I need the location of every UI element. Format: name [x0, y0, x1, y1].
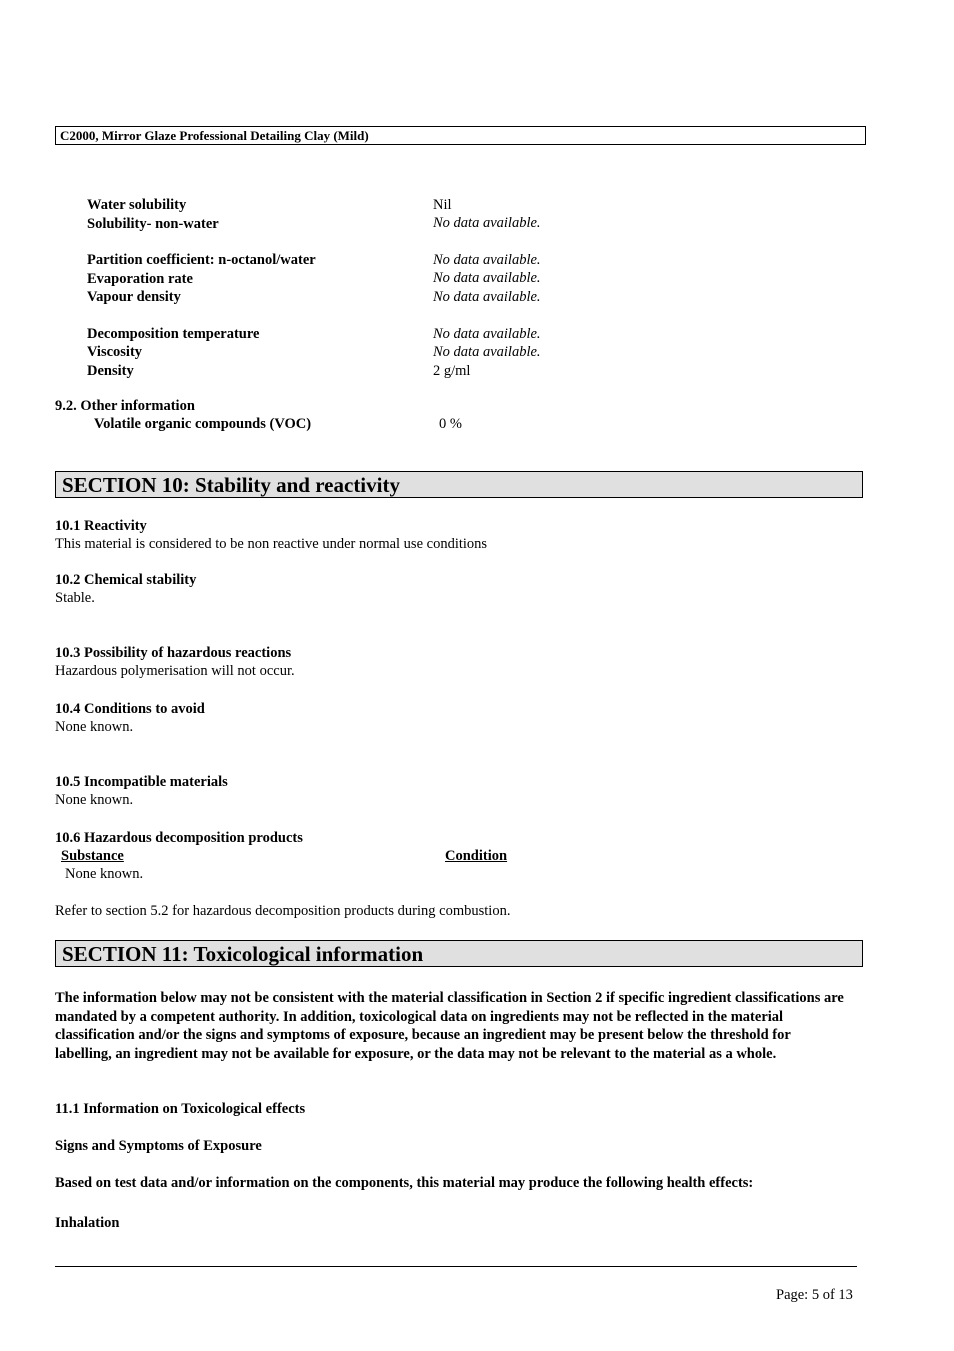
condition-column-header: Condition [445, 848, 508, 864]
section-11-title: SECTION 11: Toxicological information [62, 942, 424, 966]
property-label: Water solubility [87, 197, 187, 213]
decomposition-products-heading: 10.6 Hazardous decomposition products [55, 830, 303, 846]
voc-label: Volatile organic compounds (VOC) [94, 416, 312, 432]
property-label: Evaporation rate [87, 271, 193, 287]
property-value: Nil [433, 197, 452, 213]
inhalation-heading: Inhalation [55, 1215, 120, 1231]
reactivity-heading: 10.1 Reactivity [55, 518, 147, 534]
voc-value: 0 % [439, 416, 462, 432]
page-number: Page: 5 of 13 [776, 1287, 853, 1303]
property-label: Density [87, 363, 134, 379]
conditions-to-avoid-heading: 10.4 Conditions to avoid [55, 701, 205, 717]
other-info-heading: 9.2. Other information [55, 398, 195, 414]
hazardous-reactions-heading: 10.3 Possibility of hazardous reactions [55, 645, 292, 661]
substance-column-header: Substance [61, 848, 124, 864]
footer-divider [55, 1266, 857, 1267]
reactivity-text: This material is considered to be non reactive under normal use conditions [55, 536, 488, 552]
property-value: No data available. [433, 344, 541, 360]
property-label: Solubility- non-water [87, 216, 219, 232]
section-11-header [55, 940, 863, 967]
property-value: No data available. [433, 252, 541, 268]
property-value: No data available. [433, 270, 541, 286]
decomposition-row-value: None known. [65, 866, 144, 882]
property-label: Decomposition temperature [87, 326, 260, 342]
health-effects-statement: Based on test data and/or information on the components, this material may produce the following health effects: [55, 1175, 754, 1191]
product-title: C2000, Mirror Glaze Professional Detailing Clay (Mild) [60, 128, 369, 143]
section-10-title: SECTION 10: Stability and reactivity [62, 473, 400, 497]
hazardous-reactions-text: Hazardous polymerisation will not occur. [55, 663, 295, 679]
property-value: No data available. [433, 326, 541, 342]
chemical-stability-heading: 10.2 Chemical stability [55, 572, 197, 588]
signs-symptoms-heading: Signs and Symptoms of Exposure [55, 1138, 262, 1154]
section-10-header [55, 471, 863, 498]
toxicological-effects-heading: 11.1 Information on Toxicological effects [55, 1101, 306, 1117]
property-value: No data available. [433, 289, 541, 305]
property-label: Vapour density [87, 289, 181, 305]
refer-note: Refer to section 5.2 for hazardous decomposition products during combustion. [55, 903, 511, 919]
conditions-to-avoid-text: None known. [55, 719, 134, 735]
chemical-stability-text: Stable. [55, 590, 95, 606]
incompatible-materials-heading: 10.5 Incompatible materials [55, 774, 228, 790]
property-value: 2 g/ml [433, 363, 471, 379]
incompatible-materials-text: None known. [55, 792, 134, 808]
property-label: Partition coefficient: n-octanol/water [87, 252, 316, 268]
document-header [55, 126, 866, 145]
property-value: No data available. [433, 215, 541, 231]
property-label: Viscosity [87, 344, 143, 360]
toxicology-intro: The information below may not be consistent with the material classification in Section 2 if specific ingredient classifications are mandated by a competent authority. In addition, toxicological data on ingredients may not be reflected in the material classification and/or the signs and symptoms of exposure, because an ingredient may be present below the threshold for labelling, an ingredient may not be available for exposure, or the data may not be relevant to the material as a whole. [55, 990, 844, 1062]
